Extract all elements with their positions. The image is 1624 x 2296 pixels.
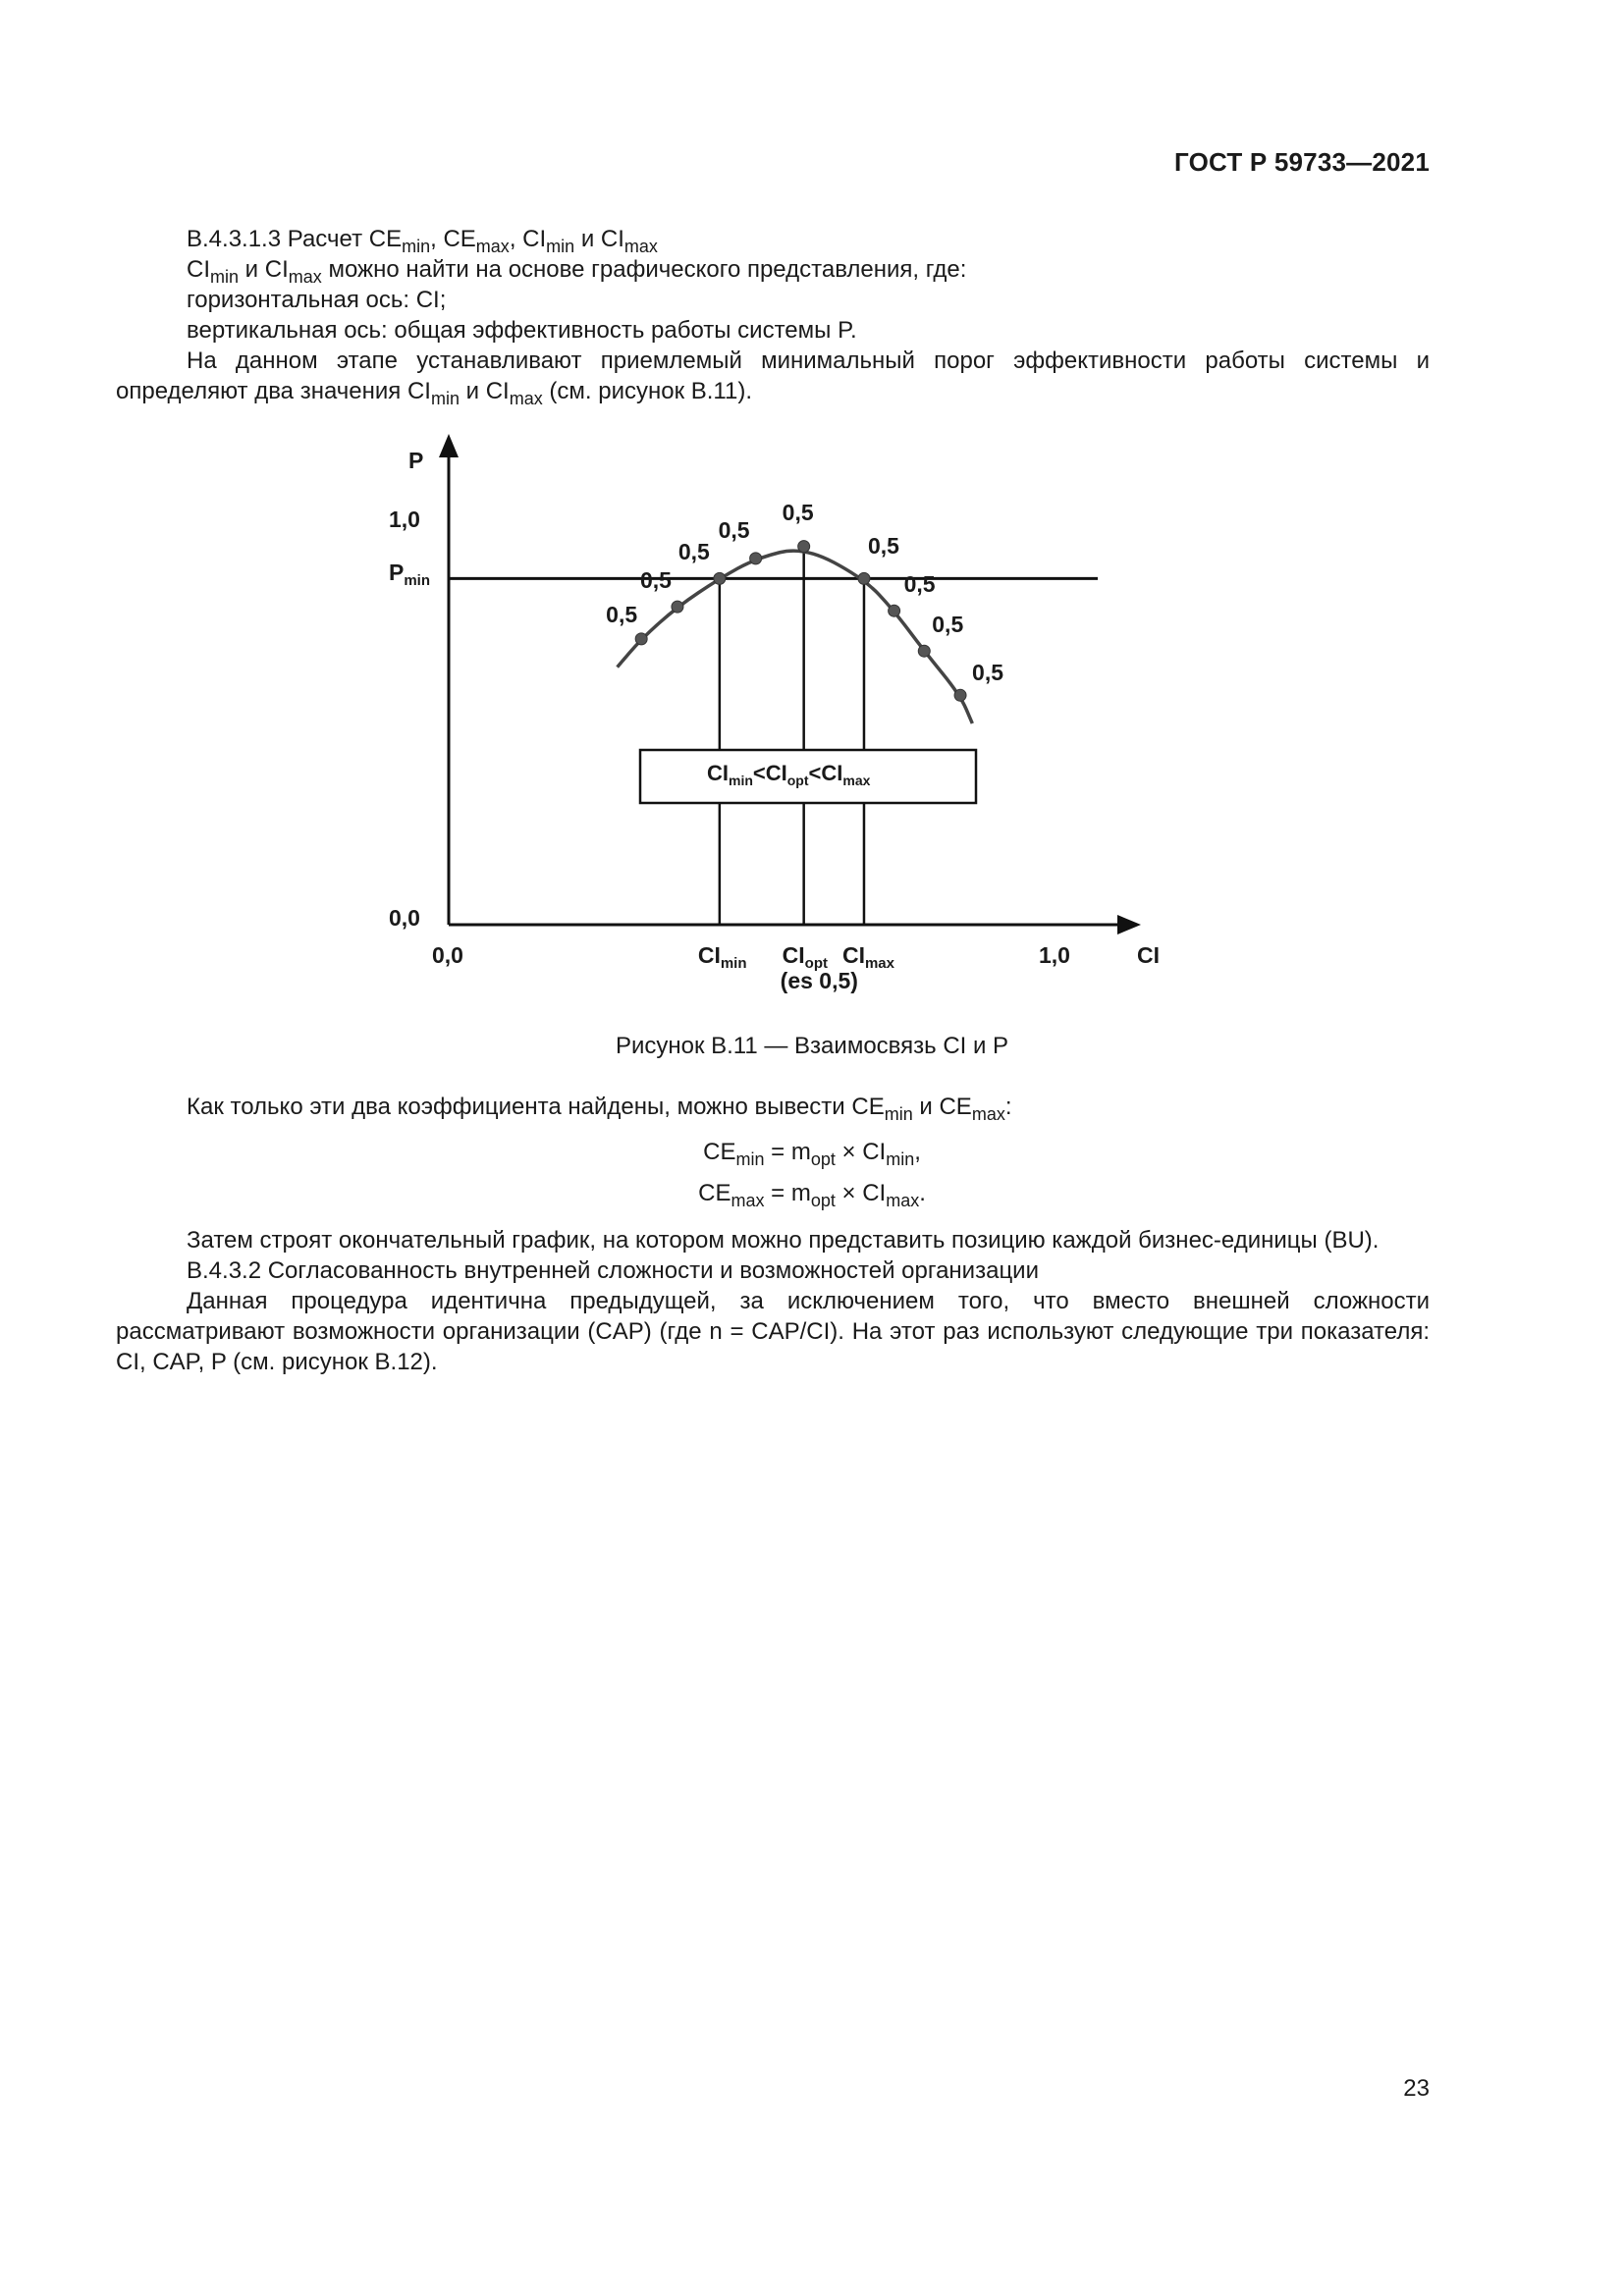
section-b4313: [116, 224, 1430, 406]
closing-paragraphs: [116, 1225, 1430, 1377]
paragraph-final-graph: Затем строят окончательный график, на котором можно представить позицию каждой бизнес-единицы (BU).: [187, 1227, 1380, 1254]
data-point-label: 0,5: [639, 567, 672, 594]
vertical-axis-line: вертикальная ось: общая эффективность работы системы P.: [187, 317, 857, 344]
data-point: [954, 689, 966, 701]
figure-caption: Рисунок В.11 — Взаимосвязь CI и P: [615, 1033, 1009, 1059]
data-point: [858, 572, 870, 584]
data-point-label: 0,5: [867, 533, 899, 560]
data-point-label: 0,5: [606, 601, 638, 627]
data-point: [750, 553, 762, 564]
figure-b11-chart: [363, 428, 1188, 1017]
page-number: 23: [1403, 2075, 1430, 2102]
chart-svg: [363, 428, 1188, 1017]
data-point: [672, 601, 683, 613]
document-id: ГОСТ Р 59733—2021: [1174, 147, 1430, 177]
section-b432-title: В.4.3.2 Согласованность внутренней сложности и возможностей организации: [187, 1257, 1039, 1284]
inequality-text: $CI_{min}<CI_{opt}<CI_{max}$: [707, 761, 871, 788]
data-point-label: 0,5: [903, 571, 936, 598]
data-point: [714, 572, 726, 584]
y-axis-arrow: [439, 434, 459, 457]
horizontal-axis-line: горизонтальная ось: CI;: [187, 287, 447, 313]
x-marker-label-opt: $CI_{opt}$: [782, 942, 828, 972]
data-point-label: 0,5: [972, 660, 1004, 686]
data-point: [798, 541, 810, 553]
x-axis-arrow: [1117, 915, 1141, 934]
x-axis-title: CI: [1137, 942, 1160, 968]
y-tick-top: 1,0: [389, 507, 420, 532]
data-point: [889, 605, 900, 616]
threshold-paragraph: На данном этапе устанавливают приемлемый минимальный порог эффективности работы системы и определяют два значения $CI_{min}$ и $CI_{max}$ (см. рисунок В.11).: [116, 347, 1430, 408]
after-figure-line: Как только эти два коэффициента найдены, можно вывести $CE_{min}$ и $CE_{max}$:: [187, 1094, 1012, 1124]
x-marker-note: (es 0,5): [780, 968, 858, 993]
data-point: [918, 645, 930, 657]
equation-ce-min: $CE_{min} = m_{opt} \times CI_{min}$,: [703, 1139, 921, 1169]
x-tick-end: 1,0: [1039, 942, 1070, 968]
x-marker-label-max: $CI_{max}$: [841, 942, 894, 972]
data-point-label: 0,5: [677, 539, 710, 565]
x-tick-start: 0,0: [432, 942, 463, 968]
definition-line: $CI_{min}$ и $CI_{max}$ можно найти на основе графического представления, где:: [187, 256, 967, 287]
section-title: В.4.3.1.3 Расчет $CE_{min}$, $CE_{max}$, $CI_{min}$ и $CI_{max}$: [187, 226, 658, 256]
data-point-label: 0,5: [782, 499, 814, 525]
data-point-label: 0,5: [718, 516, 750, 543]
pmin-label: $P_{min}$: [389, 560, 431, 589]
x-marker-label-min: $CI_{min}$: [697, 942, 747, 972]
y-tick-bottom: 0,0: [389, 905, 420, 931]
y-axis-title: P: [408, 448, 424, 473]
paragraph-procedure: Данная процедура идентична предыдущей, за исключением того, что вместо внешней сложности рассматривают возможности организации (CAP) (где n = CAP/CI). На этот раз используют следующие три показателя: CI, CAP, P (см. рисунок В.12).: [116, 1288, 1430, 1375]
data-point-label: 0,5: [932, 612, 964, 638]
data-point: [635, 633, 647, 645]
equation-ce-max: $CE_{max} = m_{opt} \times CI_{max}$.: [698, 1180, 926, 1210]
